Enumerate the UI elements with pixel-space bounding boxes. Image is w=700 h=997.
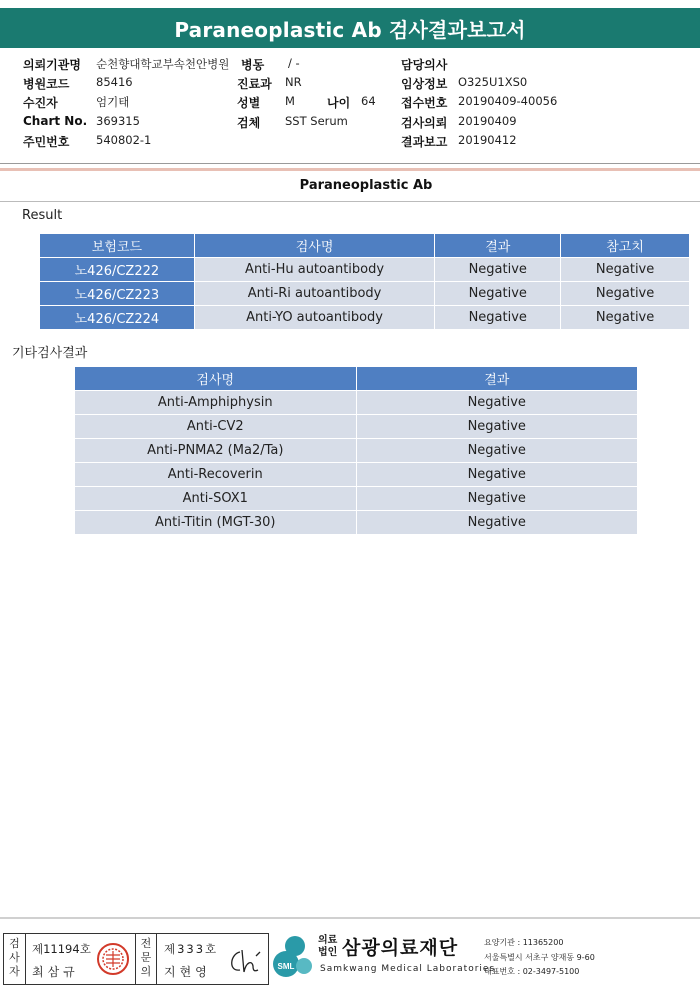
phone: 대표번호 : 02-3497-5100 [484, 967, 580, 976]
test-name: Anti-PNMA2 (Ma2/Ta) [75, 439, 357, 463]
dept-value: NR [285, 75, 302, 89]
hospital-code-value: 85416 [96, 75, 133, 89]
reference-value: Negative [561, 258, 690, 282]
other-results-table [74, 366, 638, 535]
report-title: Paraneoplastic Ab 검사결과보고서 [0, 8, 700, 48]
request-value: 20190409 [458, 114, 517, 128]
specialist-label-text: 전문의 [140, 937, 152, 978]
column-header: 보험코드 [40, 234, 195, 258]
org-name: 삼광의료재단 [342, 937, 459, 959]
test-name: Anti-Hu autoantibody [194, 258, 435, 282]
test-result: Negative [435, 258, 561, 282]
logo-text: SML [277, 962, 295, 971]
test-name: Anti-YO autoantibody [194, 306, 435, 330]
specialist-label [135, 934, 157, 984]
tester-name: 최삼규 [32, 965, 79, 979]
report-date-label: 결과보고 [401, 135, 448, 149]
result-table [39, 233, 690, 330]
divider [0, 201, 700, 202]
accession-label: 접수번호 [401, 96, 448, 110]
column-header: 검사명 [75, 367, 357, 391]
specialist-name: 지현영 [164, 965, 211, 979]
footer-divider [0, 917, 700, 919]
test-name: Anti-Amphiphysin [75, 391, 357, 415]
table-row [75, 391, 638, 415]
hospital-code-label: 병원코드 [23, 77, 70, 91]
lab-logo-area [272, 931, 698, 987]
sml-logo-icon [272, 934, 314, 980]
table-row [40, 306, 690, 330]
patient-value: 엄기태 [96, 95, 130, 109]
test-name: Anti-Ri autoantibody [194, 282, 435, 306]
clinical-value: O325U1XS0 [458, 75, 528, 89]
test-result: Negative [435, 282, 561, 306]
test-result: Negative [435, 306, 561, 330]
ward-label: 병동 [241, 58, 265, 72]
test-name: Anti-Recoverin [75, 463, 357, 487]
table-row [40, 258, 690, 282]
insurance-code: 노426/CZ223 [40, 282, 195, 306]
test-result: Negative [356, 391, 637, 415]
column-header: 참고치 [561, 234, 690, 258]
dept-label: 진료과 [237, 77, 272, 91]
test-name: Anti-SOX1 [75, 487, 357, 511]
reg-number: 요양기관 : 11365200 [484, 938, 564, 947]
age-value: 64 [361, 94, 376, 108]
test-name: Anti-Titin (MGT-30) [75, 511, 357, 535]
address: 서울특별시 서초구 양재동 9-60 [484, 953, 595, 962]
doctor-label: 담당의사 [401, 58, 448, 72]
clinical-label: 임상정보 [401, 77, 448, 91]
specimen-label: 검체 [237, 116, 261, 130]
specimen-value: SST Serum [285, 114, 348, 128]
table-row [75, 487, 638, 511]
table-row [75, 439, 638, 463]
hospital-value: 순천향대학교부속천안병원 [96, 57, 230, 71]
id-value: 540802-1 [96, 133, 152, 147]
accession-value: 20190409-40056 [458, 94, 558, 108]
ward-value: / - [288, 56, 300, 70]
tester-label-text: 검사자 [9, 937, 20, 978]
tester-label [4, 934, 26, 984]
signature-box [3, 933, 269, 985]
table-row [75, 415, 638, 439]
result-label: Result [22, 208, 63, 223]
reference-value: Negative [561, 306, 690, 330]
specialist-license: 제333호 [164, 942, 219, 956]
insurance-code: 노426/CZ224 [40, 306, 195, 330]
table-row [75, 463, 638, 487]
reference-value: Negative [561, 282, 690, 306]
section-title: Paraneoplastic Ab [299, 178, 433, 193]
column-header: 결과 [435, 234, 561, 258]
divider [0, 163, 700, 164]
test-result: Negative [356, 463, 637, 487]
id-label: 주민번호 [23, 135, 70, 149]
test-result: Negative [356, 415, 637, 439]
age-label: 나이 [327, 96, 351, 110]
table-header-row [75, 367, 638, 391]
test-result: Negative [356, 487, 637, 511]
signature-icon [226, 944, 264, 978]
column-header: 검사명 [194, 234, 435, 258]
seal-stamp-icon [96, 942, 130, 976]
table-row [75, 511, 638, 535]
org-english-name: Samkwang Medical Laboratories [320, 964, 496, 974]
other-results-label: 기타검사결과 [12, 346, 88, 361]
sex-value: M [285, 94, 295, 108]
sex-label: 성별 [237, 96, 261, 110]
org-prefix: 의료법인 [318, 935, 338, 958]
table-row [40, 282, 690, 306]
test-result: Negative [356, 511, 637, 535]
divider [0, 168, 700, 171]
insurance-code: 노426/CZ222 [40, 258, 195, 282]
hospital-label: 의뢰기관명 [23, 58, 81, 72]
request-label: 검사의뢰 [401, 116, 448, 130]
column-header: 결과 [356, 367, 637, 391]
table-header-row [40, 234, 690, 258]
chart-value: 369315 [96, 114, 140, 128]
tester-license: 제11194호 [32, 942, 91, 956]
patient-info [0, 54, 700, 152]
chart-label: Chart No. [23, 114, 88, 128]
test-result: Negative [356, 439, 637, 463]
test-name: Anti-CV2 [75, 415, 357, 439]
patient-label: 수진자 [23, 96, 58, 110]
report-date-value: 20190412 [458, 133, 517, 147]
